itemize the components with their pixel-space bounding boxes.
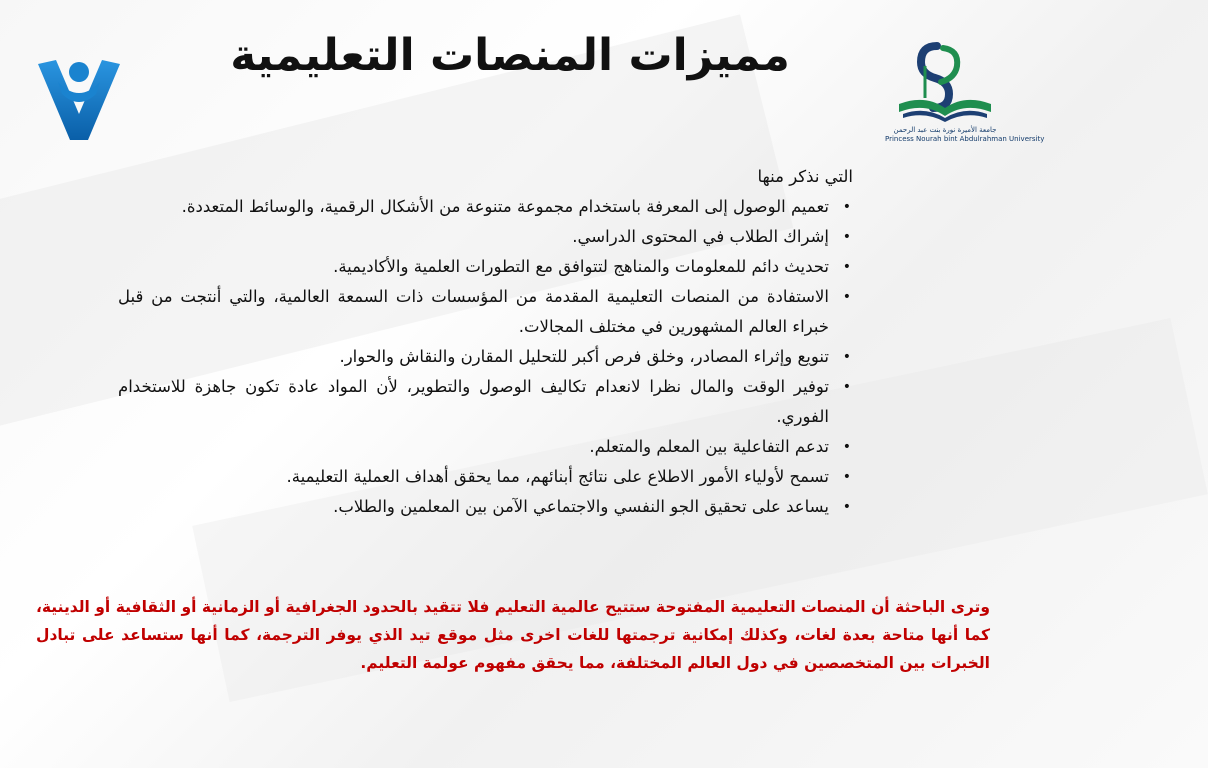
list-item: [118, 462, 853, 492]
list-item-text: يساعد على تحقيق الجو النفسي والاجتماعي الآمن بين المعلمين والطلاب.: [333, 497, 829, 516]
university-logo-icon: [885, 38, 1045, 150]
list-item-text: تحديث دائم للمعلومات والمناهج لتتوافق مع التطورات العلمية والأكاديمية.: [333, 257, 829, 276]
bullet-icon: •: [842, 499, 851, 515]
bullet-icon: •: [842, 469, 851, 485]
features-list: [118, 192, 853, 522]
university-name-english: Princess Nourah bint Abdulrahman University: [885, 135, 1045, 143]
slide-title: مميزات المنصات التعليمية: [230, 30, 790, 81]
list-item-text: تنويع وإثراء المصادر، وخلق فرص أكبر للتحليل المقارن والنقاش والحوار.: [339, 347, 829, 366]
features-content: [118, 162, 853, 522]
v-person-logo-icon: [36, 52, 122, 144]
university-name: [885, 126, 1045, 144]
list-item: [118, 282, 853, 342]
list-item: [118, 432, 853, 462]
bullet-icon: •: [842, 439, 851, 455]
list-item: [118, 192, 853, 222]
list-item-text: تسمح لأولياء الأمور الاطلاع على نتائج أبنائهم، مما يحقق أهداف العملية التعليمية.: [286, 467, 829, 486]
bullet-icon: •: [842, 229, 851, 245]
list-item-text: الاستفادة من المنصات التعليمية المقدمة من المؤسسات ذات السمعة العالمية، والتي أنتجت من قبل خبراء العالم المشهورين في مختلف المجالات.: [118, 287, 829, 336]
list-item-text: إشراك الطلاب في المحتوى الدراسي.: [572, 227, 829, 246]
list-item: [118, 372, 853, 432]
list-item: [118, 342, 853, 372]
list-item: [118, 252, 853, 282]
list-item-text: توفير الوقت والمال نظرا لانعدام تكاليف الوصول والتطوير، لأن المواد عادة تكون جاهزة للاستخدام الفوري.: [118, 377, 829, 426]
list-item-text: تعميم الوصول إلى المعرفة باستخدام مجموعة متنوعة من الأشكال الرقمية، والوسائط المتعددة.: [181, 197, 829, 216]
list-item: [118, 222, 853, 252]
bullet-icon: •: [842, 259, 851, 275]
bullet-icon: •: [842, 199, 851, 215]
list-item: [118, 492, 853, 522]
bullet-icon: •: [842, 349, 851, 365]
bullet-icon: •: [842, 289, 851, 305]
conclusion-paragraph: وترى الباحثة أن المنصات التعليمية المفتوحة ستتيح عالمية التعليم فلا تتقيد بالحدود الجغرافية أو الزمانية أو الثقافية أو الدينية، كما أنها متاحة بعدة لغات، وكذلك إمكانية ترجمتها للغات اخرى مثل موقع تيد الذي يوفر الترجمة، كما أنها ستساعد على تبادل الخبرات بين المتخصصين في دول العالم المختلفة، مما يحقق مفهوم عولمة التعليم.: [36, 598, 990, 672]
list-item-text: تدعم التفاعلية بين المعلم والمتعلم.: [589, 437, 829, 456]
bullet-icon: •: [842, 379, 851, 395]
intro-text: التي نذكر منها: [757, 167, 853, 186]
university-name-arabic: جامعة الأميرة نورة بنت عبد الرحمن: [893, 126, 997, 134]
